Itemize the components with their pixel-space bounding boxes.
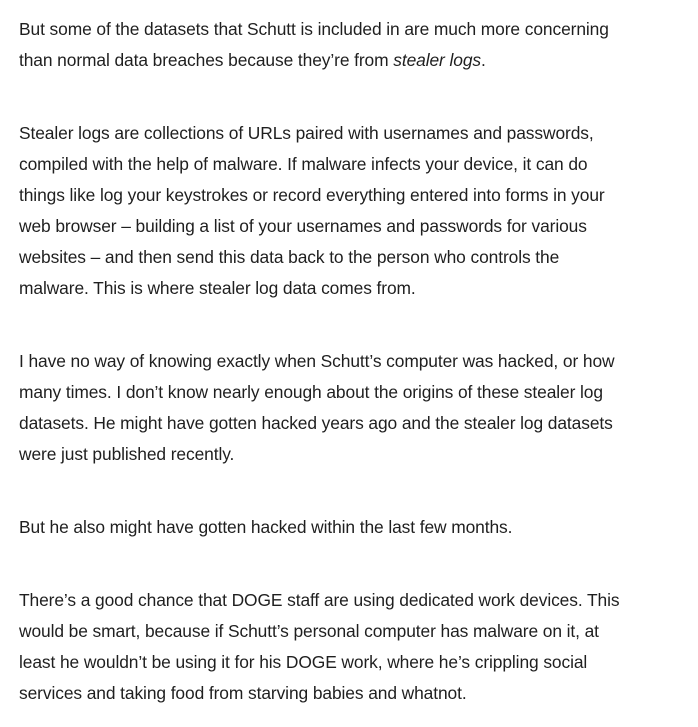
- text-line: compiled with the help of malware. If malware infects your device, it can do: [19, 154, 588, 174]
- text-line: But some of the datasets that Schutt is included in are much more concerning: [19, 19, 609, 39]
- paragraph-work-devices: [19, 585, 680, 709]
- text-line: datasets. He might have gotten hacked years ago and the stealer log datasets: [19, 413, 613, 433]
- paragraph-stealer-logs-intro: [19, 14, 680, 76]
- text-line: There’s a good chance that DOGE staff are using dedicated work devices. This: [19, 590, 620, 610]
- text-line: websites – and then send this data back to the person who controls the: [19, 247, 560, 267]
- text-line: But he also might have gotten hacked within the last few months.: [19, 517, 513, 537]
- text-line: many times. I don’t know nearly enough about the origins of these stealer log: [19, 382, 603, 402]
- emphasis-stealer-logs: stealer logs: [393, 50, 481, 70]
- text-line: I have no way of knowing exactly when Schutt’s computer was hacked, or how: [19, 351, 615, 371]
- text-line: Stealer logs are collections of URLs paired with usernames and passwords,: [19, 123, 594, 143]
- text-line: things like log your keystrokes or record everything entered into forms in your: [19, 185, 605, 205]
- paragraph-recent-hack: [19, 512, 680, 543]
- text-segment: .: [480, 50, 486, 70]
- text-line: least he wouldn’t be using it for his DOGE work, where he’s crippling social: [19, 652, 588, 672]
- text-line: web browser – building a list of your usernames and passwords for various: [19, 216, 587, 236]
- text-line: services and taking food from starving babies and whatnot.: [19, 683, 467, 703]
- text-line: would be smart, because if Schutt’s personal computer has malware on it, at: [19, 621, 599, 641]
- text-segment: than normal data breaches because they’re from: [19, 50, 394, 70]
- text-line: malware. This is where stealer log data comes from.: [19, 278, 416, 298]
- text-line: [19, 45, 680, 76]
- paragraph-hack-timing: [19, 346, 680, 470]
- paragraph-stealer-logs-definition: [19, 118, 680, 304]
- text-line: were just published recently.: [19, 444, 235, 464]
